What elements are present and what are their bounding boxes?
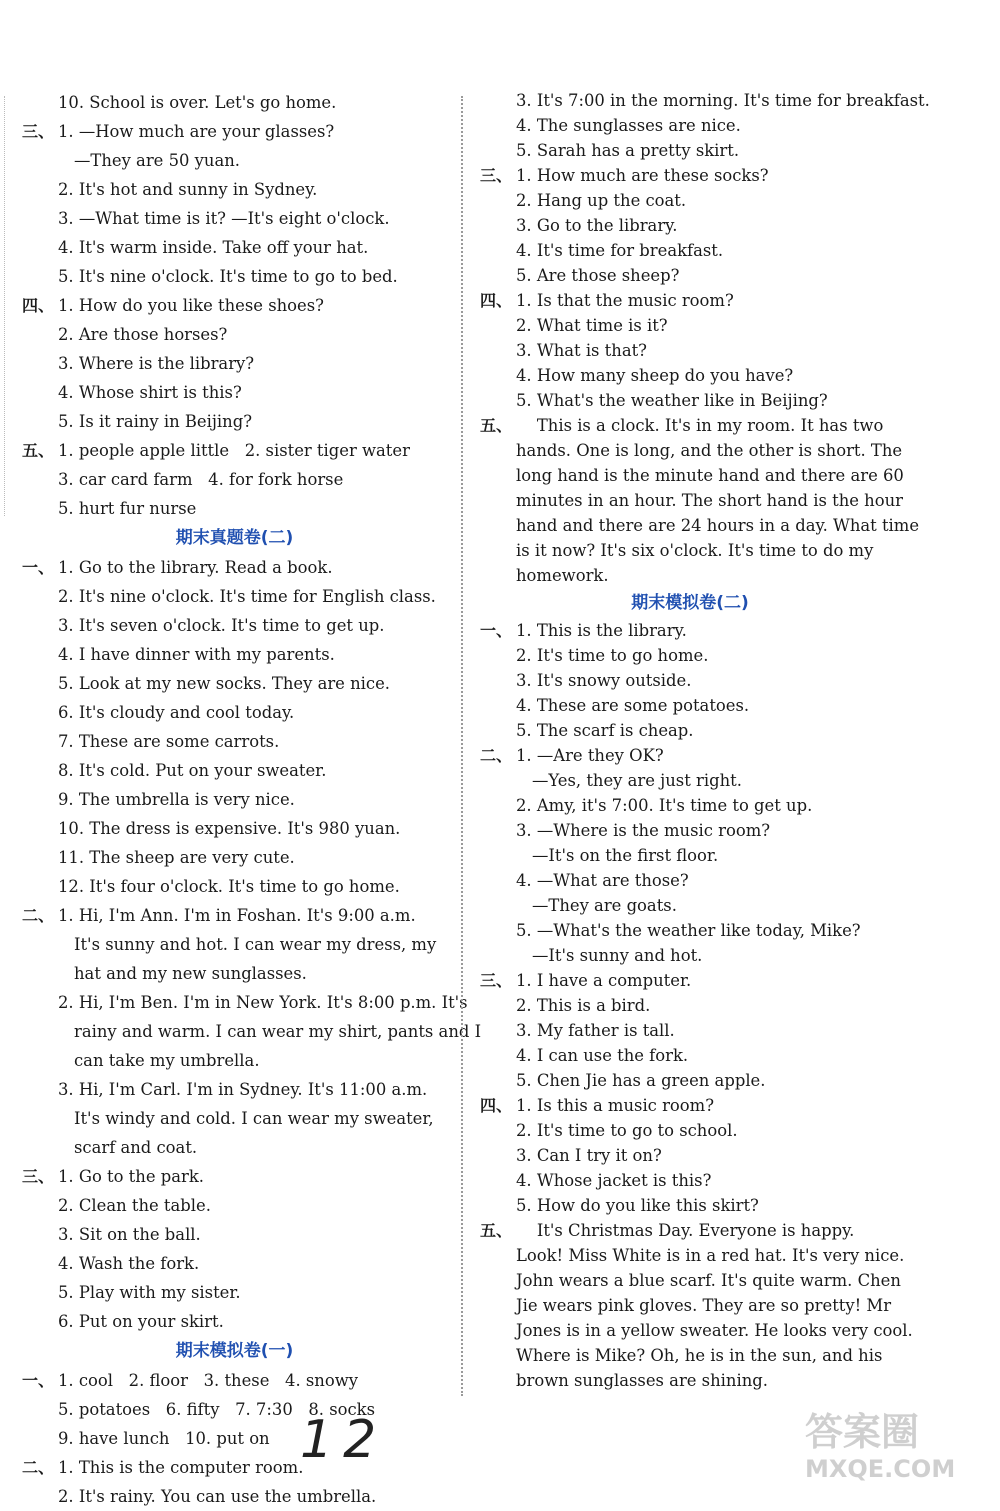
answer-line: [22, 1104, 447, 1133]
answer-line: [480, 213, 900, 238]
answer-text: 2. What time is it?: [516, 316, 668, 335]
answer-text: hands. One is long, and the other is short. The: [516, 441, 903, 460]
section-label: 五、: [480, 416, 513, 435]
section-label: 五、: [22, 441, 55, 460]
answer-line: [22, 872, 447, 901]
section-label: 一、: [22, 558, 55, 577]
answer-line: [22, 930, 447, 959]
answer-text: 5. What's the weather like in Beijing?: [516, 391, 828, 410]
answer-line: [480, 238, 900, 263]
answer-line: [480, 88, 930, 113]
answer-text: brown sunglasses are shining.: [516, 1371, 768, 1390]
answer-line: [22, 291, 447, 320]
answer-line: [480, 313, 900, 338]
answer-text: 5. It's nine o'clock. It's time to go to bed.: [58, 267, 398, 286]
answer-text: —They are 50 yuan.: [74, 151, 240, 170]
answer-text: —Yes, they are just right.: [532, 771, 742, 790]
answer-text: Jones is in a yellow sweater. He looks very cool.: [516, 1321, 913, 1340]
answer-text: 1. I have a computer.: [516, 971, 692, 990]
answer-line: [22, 465, 447, 494]
answer-line: [22, 756, 447, 785]
answer-text: 3. It's snowy outside.: [516, 671, 692, 690]
answer-line: [480, 1368, 900, 1393]
answer-line: [480, 1243, 905, 1268]
answer-text: 1. people apple little 2. sister tiger water: [58, 441, 410, 460]
answer-text: 2. Are those horses?: [58, 325, 228, 344]
answer-text: 3. Sit on the ball.: [58, 1225, 201, 1244]
answer-line: [22, 262, 447, 291]
answer-text: 4. Whose jacket is this?: [516, 1171, 712, 1190]
left-column: [22, 88, 482, 1511]
answer-text: 4. I can use the fork.: [516, 1046, 689, 1065]
answer-line: [480, 388, 900, 413]
watermark-url: MXQE.COM: [805, 1455, 956, 1483]
answer-line: [22, 1278, 447, 1307]
answer-line: [480, 868, 900, 893]
answer-text: 2. Amy, it's 7:00. It's time to get up.: [516, 796, 813, 815]
answer-text: 1. cool 2. floor 3. these 4. snowy: [58, 1371, 359, 1390]
section-label: 一、: [22, 1371, 55, 1390]
answer-text: 3. What is that?: [516, 341, 647, 360]
answer-line: [480, 1218, 900, 1243]
answer-text: 3. —Where is the music room?: [516, 821, 771, 840]
answer-text: 2. Clean the table.: [58, 1196, 211, 1215]
answer-line: [22, 727, 447, 756]
page-edge-mark: [4, 96, 5, 516]
answer-line: [480, 563, 900, 588]
answer-line: [480, 993, 900, 1018]
answer-text: John wears a blue scarf. It's quite warm. Chen: [516, 1271, 901, 1290]
answer-line: [480, 188, 900, 213]
answer-text: 10. School is over. Let's go home.: [58, 93, 337, 112]
section-label: 四、: [22, 296, 55, 315]
answer-line: [480, 1143, 900, 1168]
answer-line: [480, 138, 900, 163]
answer-text: 10. The dress is expensive. It's 980 yuan.: [58, 819, 401, 838]
answer-line: [22, 233, 447, 262]
section-label: 三、: [480, 971, 513, 990]
answer-text: This is a clock. It's in my room. It has two: [516, 416, 884, 435]
section-label: 一、: [480, 621, 513, 640]
answer-line: [22, 407, 447, 436]
answer-text: scarf and coat.: [74, 1138, 198, 1157]
answer-text: 3. It's 7:00 in the morning. It's time for breakfast.: [516, 91, 930, 110]
answer-text: —It's on the first floor.: [532, 846, 719, 865]
answer-line: [22, 1017, 482, 1046]
answer-text: 4. These are some potatoes.: [516, 696, 750, 715]
answer-line: [480, 793, 900, 818]
section-label: 五、: [480, 1221, 513, 1240]
answer-line: [480, 1018, 900, 1043]
answer-line: [480, 488, 903, 513]
answer-text: can take my umbrella.: [74, 1051, 260, 1070]
answer-text: 5. Are those sheep?: [516, 266, 680, 285]
section-label: 二、: [22, 1458, 55, 1477]
answer-line: [22, 494, 447, 523]
answer-line: [480, 1043, 900, 1068]
answer-text: 4. The sunglasses are nice.: [516, 116, 741, 135]
answer-text: 3. Can I try it on?: [516, 1146, 662, 1165]
answer-line: [480, 968, 900, 993]
answer-line: [480, 743, 900, 768]
answer-line: [22, 204, 447, 233]
answer-text: minutes in an hour. The short hand is the hour: [516, 491, 903, 510]
answer-line: [480, 1343, 900, 1368]
answer-line: [480, 768, 900, 793]
answer-line: [480, 513, 920, 538]
answer-line: [22, 669, 447, 698]
answer-text: 2. This is a bird.: [516, 996, 651, 1015]
answer-line: [22, 785, 447, 814]
section-heading: 期末模拟卷(二): [631, 593, 749, 613]
answer-text: Look! Miss White is in a red hat. It's very nice.: [516, 1246, 905, 1265]
answer-line: [480, 1118, 900, 1143]
answer-text: hand and there are 24 hours in a day. What time: [516, 516, 920, 535]
answer-text: 4. How many sheep do you have?: [516, 366, 794, 385]
answer-text: 12. It's four o'clock. It's time to go home.: [58, 877, 400, 896]
answer-text: 2. It's rainy. You can use the umbrella.: [58, 1487, 377, 1506]
answer-line: [22, 843, 447, 872]
answer-text: 4. Wash the fork.: [58, 1254, 200, 1273]
answer-text: 2. It's nine o'clock. It's time for English class.: [58, 587, 436, 606]
answer-line: [480, 338, 900, 363]
answer-text: 1. —How much are your glasses?: [58, 122, 335, 141]
answer-line: [480, 818, 900, 843]
answer-text: Jie wears pink gloves. They are so pretty! Mr: [516, 1296, 892, 1315]
section-label: 四、: [480, 1096, 513, 1115]
section-label: 三、: [480, 166, 513, 185]
answer-line: [22, 320, 447, 349]
right-column: [480, 88, 930, 1393]
answer-line: [22, 378, 447, 407]
answer-text: 5. How do you like this skirt?: [516, 1196, 759, 1215]
answer-text: 3. car card farm 4. for fork horse: [58, 470, 344, 489]
answer-text: 5. Chen Jie has a green apple.: [516, 1071, 766, 1090]
answer-line: [22, 988, 468, 1017]
answer-line: [22, 88, 447, 117]
answer-line: [22, 146, 447, 175]
page-number: 12: [300, 1410, 387, 1470]
answer-text: 11. The sheep are very cute.: [58, 848, 295, 867]
answer-text: 5. Play with my sister.: [58, 1283, 241, 1302]
answer-text: 4. It's time for breakfast.: [516, 241, 724, 260]
answer-text: 5. hurt fur nurse: [58, 499, 197, 518]
answer-text: 9. have lunch 10. put on: [58, 1429, 270, 1448]
answer-text: long hand is the minute hand and there are 60: [516, 466, 904, 485]
answer-line: [22, 640, 447, 669]
answer-line: [22, 1307, 447, 1336]
section-heading: 期末模拟卷(一): [175, 1341, 294, 1361]
section-label: 二、: [480, 746, 513, 765]
answer-text: It's windy and cold. I can wear my sweater,: [74, 1109, 434, 1128]
answer-text: Where is Mike? Oh, he is in the sun, and his: [516, 1346, 883, 1365]
answer-line: [22, 436, 447, 465]
answer-line: [22, 553, 447, 582]
answer-line: [22, 117, 447, 146]
answer-line: [480, 943, 900, 968]
answer-text: 1. Go to the library. Read a book.: [58, 558, 333, 577]
answer-line: [22, 1162, 447, 1191]
answer-line: [480, 413, 900, 438]
answer-text: 7. These are some carrots.: [58, 732, 280, 751]
answer-line: [480, 668, 900, 693]
answer-text: 6. Put on your skirt.: [58, 1312, 224, 1331]
section-label: 三、: [22, 122, 55, 141]
answer-line: [480, 1293, 900, 1318]
answer-line: [480, 438, 903, 463]
answer-text: It's Christmas Day. Everyone is happy.: [516, 1221, 855, 1240]
answer-text: 2. Hang up the coat.: [516, 191, 687, 210]
answer-line: [480, 643, 900, 668]
answer-line: [480, 843, 900, 868]
answer-text: 1. Is this a music room?: [516, 1096, 714, 1115]
answer-text: 6. It's cloudy and cool today.: [58, 703, 295, 722]
answer-text: 1. —Are they OK?: [516, 746, 664, 765]
answer-line: [480, 363, 900, 388]
answer-line: [480, 918, 900, 943]
answer-line: [22, 1075, 447, 1104]
answer-text: 5. —What's the weather like today, Mike?: [516, 921, 861, 940]
section-label: 二、: [22, 906, 55, 925]
answer-text: 1. This is the computer room.: [58, 1458, 304, 1477]
answer-text: 4. I have dinner with my parents.: [58, 645, 335, 664]
answer-text: 3. —What time is it? —It's eight o'clock.: [58, 209, 390, 228]
answer-line: [480, 1268, 900, 1293]
section-heading: 期末真题卷(二): [175, 528, 294, 548]
answer-line: [22, 959, 447, 988]
answer-text: 8. It's cold. Put on your sweater.: [58, 761, 327, 780]
answer-line: [480, 1168, 900, 1193]
answer-text: 1. Hi, I'm Ann. I'm in Foshan. It's 9:00 a.m.: [58, 906, 416, 925]
watermark-logo: [805, 1410, 990, 1492]
answer-line: [480, 288, 900, 313]
answer-text: rainy and warm. I can wear my shirt, pants and I: [74, 1022, 482, 1041]
answer-text: 2. It's hot and sunny in Sydney.: [58, 180, 318, 199]
answer-line: [480, 1068, 900, 1093]
answer-line: [480, 1193, 900, 1218]
answer-text: hat and my new sunglasses.: [74, 964, 307, 983]
answer-text: is it now? It's six o'clock. It's time to do my: [516, 541, 874, 560]
answer-line: [480, 618, 900, 643]
answer-line: [22, 1220, 447, 1249]
answer-text: 5. Sarah has a pretty skirt.: [516, 141, 740, 160]
answer-text: 3. Where is the library?: [58, 354, 255, 373]
answer-line: [480, 1318, 913, 1343]
answer-text: 1. How do you like these shoes?: [58, 296, 324, 315]
answer-line: [22, 814, 447, 843]
answer-line: [480, 263, 900, 288]
answer-text: 2. Hi, I'm Ben. I'm in New York. It's 8:00 p.m. It's: [58, 993, 468, 1012]
answer-line: [22, 1249, 447, 1278]
answer-line: [22, 582, 447, 611]
answer-line: [480, 893, 900, 918]
section-label: 四、: [480, 291, 513, 310]
answer-line: [22, 1366, 447, 1395]
section-label: 三、: [22, 1167, 55, 1186]
answer-text: 2. It's time to go to school.: [516, 1121, 738, 1140]
answer-line: [22, 1191, 447, 1220]
answer-line: [480, 693, 900, 718]
answer-line: [480, 113, 900, 138]
answer-text: 1. Go to the park.: [58, 1167, 204, 1186]
answer-line: [480, 718, 900, 743]
answer-text: 4. —What are those?: [516, 871, 689, 890]
answer-text: 1. This is the library.: [516, 621, 687, 640]
watermark-text: 答案圈: [805, 1410, 920, 1454]
answer-line: [480, 538, 900, 563]
answer-text: 5. Is it rainy in Beijing?: [58, 412, 253, 431]
answer-text: 5. The scarf is cheap.: [516, 721, 694, 740]
answer-text: 2. It's time to go home.: [516, 646, 709, 665]
answer-line: [22, 611, 447, 640]
answer-text: 9. The umbrella is very nice.: [58, 790, 295, 809]
answer-text: 4. Whose shirt is this?: [58, 383, 242, 402]
answer-text: 4. It's warm inside. Take off your hat.: [58, 238, 369, 257]
column-divider: [461, 96, 463, 1396]
answer-text: 3. My father is tall.: [516, 1021, 675, 1040]
answer-text: —It's sunny and hot.: [532, 946, 703, 965]
answer-text: —They are goats.: [532, 896, 677, 915]
answer-text: 3. Go to the library.: [516, 216, 678, 235]
answer-text: 5. Look at my new socks. They are nice.: [58, 674, 390, 693]
answer-line: [480, 163, 900, 188]
answer-text: 1. Is that the music room?: [516, 291, 734, 310]
answer-line: [480, 463, 904, 488]
answer-text: It's sunny and hot. I can wear my dress, my: [74, 935, 437, 954]
answer-line: [22, 175, 447, 204]
answer-line: [22, 349, 447, 378]
answer-text: 5. potatoes 6. fifty 7. 7:30 8. socks: [58, 1400, 376, 1419]
answer-text: 3. It's seven o'clock. It's time to get up.: [58, 616, 385, 635]
answer-text: 1. How much are these socks?: [516, 166, 769, 185]
answer-line: [22, 1046, 447, 1075]
answer-line: [480, 1093, 900, 1118]
answer-text: homework.: [516, 566, 609, 585]
answer-text: 3. Hi, I'm Carl. I'm in Sydney. It's 11:00 a.m.: [58, 1080, 428, 1099]
answer-line: [22, 901, 447, 930]
answer-line: [22, 698, 447, 727]
answer-line: [22, 1133, 447, 1162]
